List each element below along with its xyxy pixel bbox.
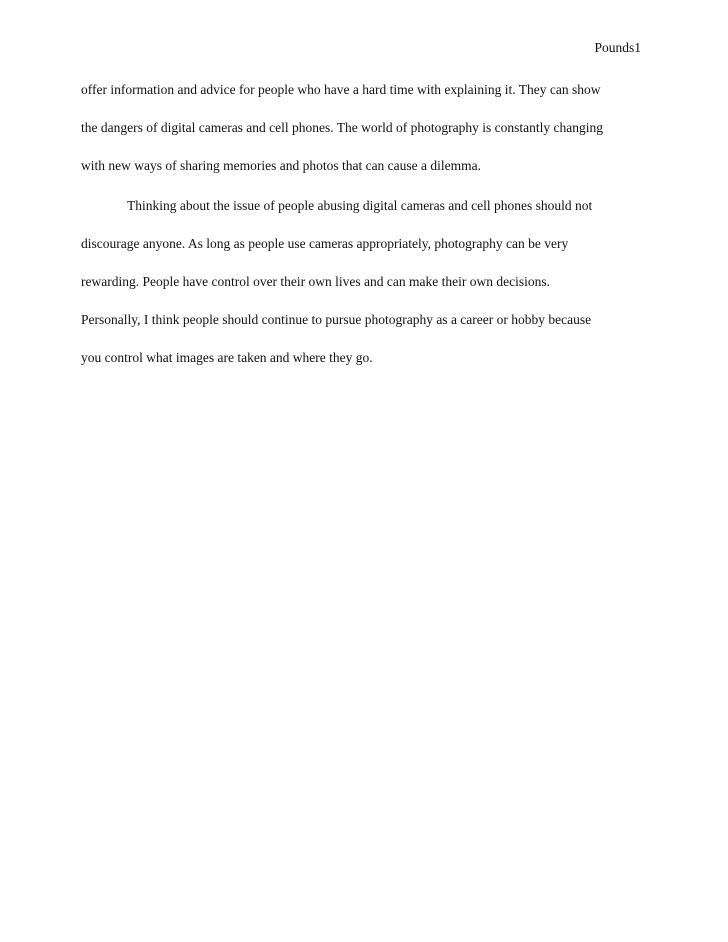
paragraph-line: you control what images are taken and where they go. xyxy=(81,350,373,365)
running-head: Pounds1 xyxy=(594,40,641,55)
paragraph-line: rewarding. People have control over their own lives and can make their own decisions. xyxy=(81,274,550,289)
paragraph-line: discourage anyone. As long as people use cameras appropriately, photography can be very xyxy=(81,236,569,251)
paragraph-2 xyxy=(81,198,661,366)
paragraph-line: the dangers of digital cameras and cell phones. The world of photography is constantly changing xyxy=(81,120,603,135)
paragraph-line: Thinking about the issue of people abusing digital cameras and cell phones should not xyxy=(127,198,593,213)
paragraph-line: offer information and advice for people who have a hard time with explaining it. They can show xyxy=(81,82,601,97)
document-body xyxy=(81,82,661,366)
paragraph-line: Personally, I think people should continue to pursue photography as a career or hobby because xyxy=(81,312,592,327)
paragraph-line: with new ways of sharing memories and photos that can cause a dilemma. xyxy=(81,158,482,173)
paragraph-1 xyxy=(81,82,661,174)
